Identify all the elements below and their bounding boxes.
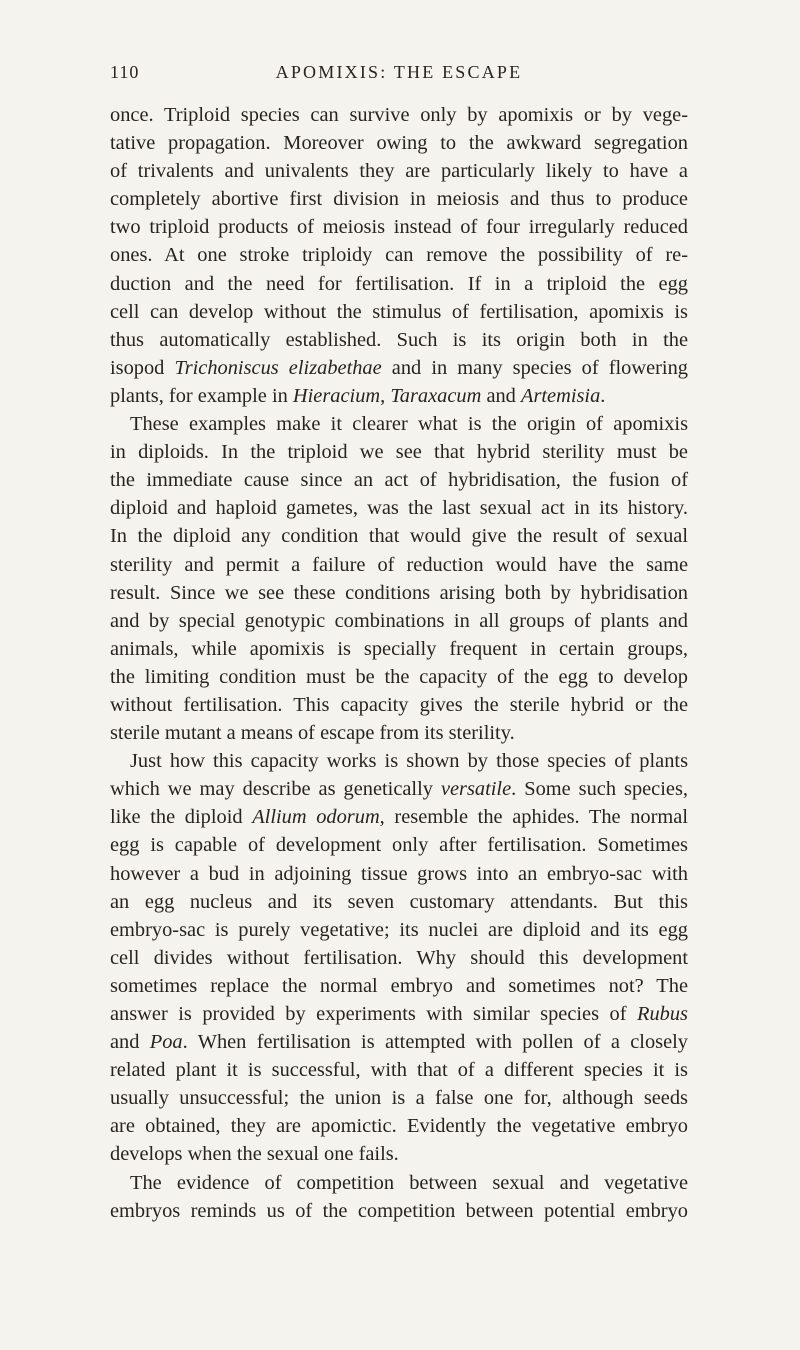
text-line: and by special genotypic combinations in all groups of plants and: [110, 609, 688, 632]
text-line: an egg nucleus and its seven customary attendants. But this: [110, 890, 688, 913]
text-line: the limiting condition must be the capacity of the egg to develop: [110, 665, 688, 688]
text-line: diploid and haploid gametes, was the last sexual act in its history.: [110, 497, 688, 520]
text-line: develops when the sexual one fails.: [110, 1143, 399, 1166]
text-line: sterile mutant a means of escape from its sterility.: [110, 722, 515, 745]
text-line: answer is provided by experiments with similar species of Rubus: [110, 1003, 688, 1025]
text-line: The evidence of competition between sexual and vegetative: [130, 1171, 688, 1194]
genus-name: Rubus: [637, 1003, 688, 1025]
text-line: of trivalents and univalents they are particularly likely to have a: [110, 160, 688, 183]
text-line: result. Since we see these conditions arising both by hybridisation: [110, 581, 688, 604]
text-line: thus automatically established. Such is its origin both in the: [110, 328, 688, 351]
text-line: once. Triploid species can survive only by apomixis or by vege-: [110, 104, 688, 126]
text-line: like the diploid Allium odorum, resemble the aphides. The normal: [110, 806, 688, 829]
text-line: In the diploid any condition that would give the result of sexual: [110, 525, 688, 548]
text-line: embryos reminds us of the competition between potential embryo: [110, 1199, 688, 1222]
text-line: cell divides without fertilisation. Why should this development: [110, 946, 688, 969]
text-line: cell can develop without the stimulus of fertilisation, apomixis is: [110, 300, 688, 323]
running-title: APOMIXIS: THE ESCAPE: [275, 62, 523, 82]
text-line: tative propagation. Moreover owing to the awkward segregation: [110, 132, 688, 155]
text-line: sterility and permit a failure of reduction would have the same: [110, 553, 688, 576]
text-line: embryo-sac is purely vegetative; its nuclei are diploid and its egg: [110, 918, 688, 941]
text-line: two triploid products of meiosis instead of four irregularly reduced: [110, 216, 688, 239]
text-line: sometimes replace the normal embryo and sometimes not? The: [110, 974, 688, 997]
text-line: isopod Trichoniscus elizabethae and in many species of flowering: [110, 356, 688, 379]
text-line: completely abortive first division in meiosis and thus to produce: [110, 188, 688, 211]
genus-name: Poa: [149, 1031, 183, 1054]
text-line: usually unsuccessful; the union is a false one for, although seeds: [110, 1087, 688, 1110]
text-line: animals, while apomixis is specially frequent in certain groups,: [110, 637, 688, 660]
genus-name: Hieracium: [292, 384, 381, 407]
text-line: the immediate cause since an act of hybridisation, the fusion of: [110, 469, 688, 492]
genus-name: Taraxacum: [390, 384, 482, 407]
running-head: [110, 62, 688, 90]
text-line: duction and the need for fertilisation. If in a triploid the egg: [110, 272, 688, 295]
species-name: Trichoniscus elizabethae: [174, 356, 382, 379]
text-line: without fertilisation. This capacity gives the sterile hybrid or the: [110, 693, 688, 716]
text-line: plants, for example in Hieracium, Taraxacum and Artemisia.: [110, 384, 606, 407]
species-name: Allium odorum: [252, 806, 380, 829]
text-line: egg is capable of development only after fertilisation. Sometimes: [110, 834, 688, 857]
page-number: 110: [110, 62, 140, 82]
genus-name: Artemisia: [520, 384, 601, 407]
text-line: Just how this capacity works is shown by those species of plants: [130, 750, 688, 773]
text-line: These examples make it clearer what is the origin of apomixis: [130, 413, 688, 436]
text-line: are obtained, they are apomictic. Evidently the vegetative embryo: [110, 1115, 688, 1138]
body-text: [110, 101, 688, 1225]
text-line: and Poa. When fertilisation is attempted with pollen of a closely: [110, 1031, 688, 1054]
emphasis-term: versatile: [440, 778, 512, 801]
text-line: related plant it is successful, with that of a different species it is: [110, 1059, 688, 1082]
text-line: in diploids. In the triploid we see that hybrid sterility must be: [110, 441, 688, 464]
text-line: however a bud in adjoining tissue grows into an embryo-sac with: [110, 862, 688, 885]
text-line: which we may describe as genetically versatile. Some such species,: [110, 778, 688, 801]
text-line: ones. At one stroke triploidy can remove the possibility of re-: [110, 244, 688, 267]
